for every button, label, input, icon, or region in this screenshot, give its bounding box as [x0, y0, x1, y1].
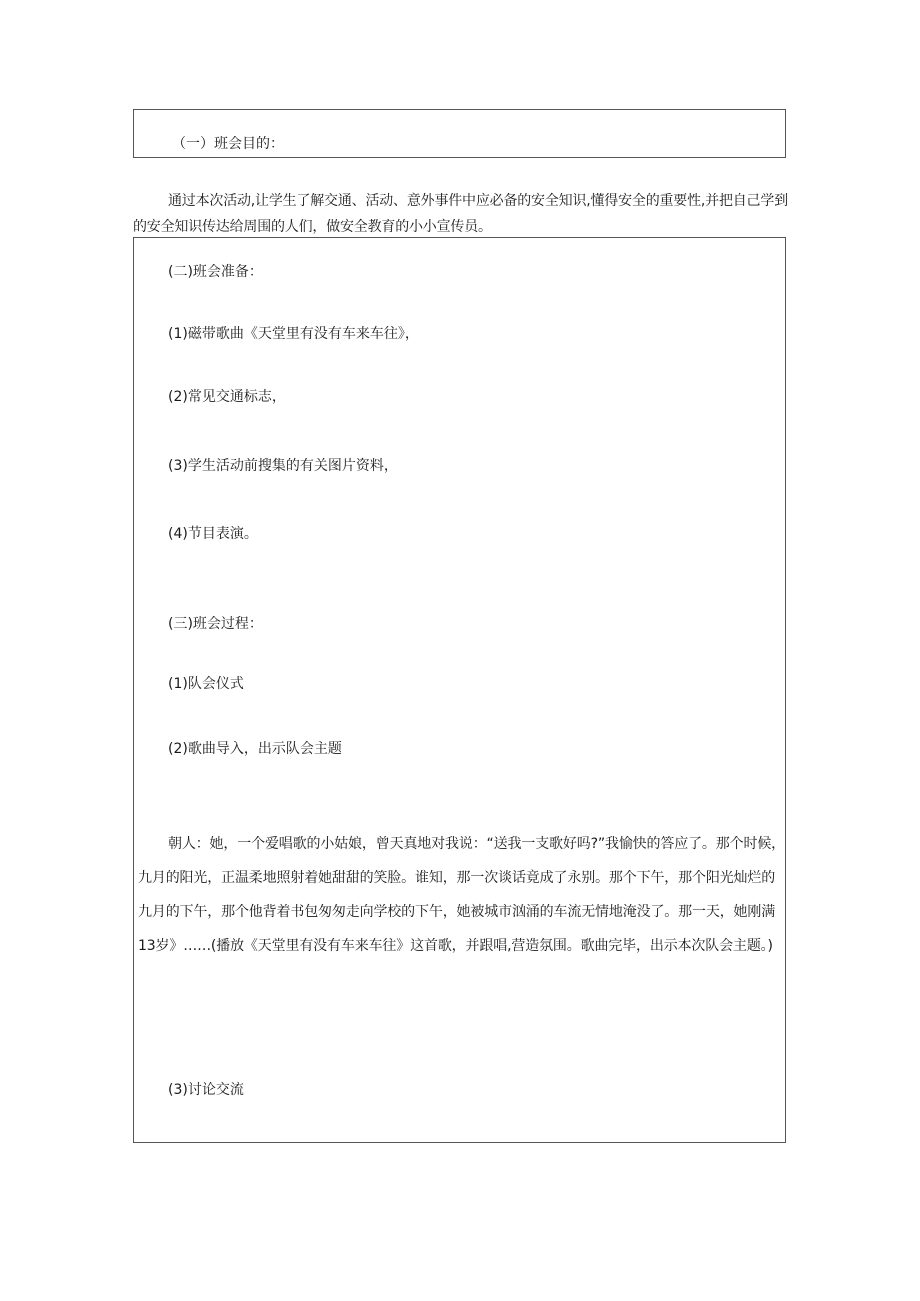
preparation-heading: (二)班会准备：: [168, 264, 263, 280]
narration-paragraph: 朝人：她，一个爱唱歌的小姑娘，曾天真地对我说：“送我一支歌好吗?”我愉快的答应了。那个时候，九月的阳光，正温柔地照射着她甜甜的笑脸。谁知，那一次谈话竟成了永别。那个下午，那个阳光灿烂的九月的下午，那个他背着书包匆匆走向学校的下午，她被城市汹涌的车流无情地淹没了。那一天，她刚满13岁》……(播放《天堂里有没有车来车往》这首歌，并跟唱,营造氛围。歌曲完毕，出示本次队会主题。): [138, 836, 786, 954]
content-box: [133, 237, 786, 1143]
preparation-item: (4)节目表演。: [168, 526, 258, 542]
objective-paragraph: 通过本次活动,让学生了解交通、活动、意外事件中应必备的安全知识,懂得安全的重要性,并把自己学到的安全知识传达给周围的人们，做安全教育的小小宣传员。: [133, 193, 788, 235]
process-item: (1)队会仪式: [168, 676, 244, 692]
objective-heading: （一）班会目的：: [172, 136, 284, 152]
preparation-item: (3)学生活动前搜集的有关图片资料，: [168, 458, 398, 474]
preparation-item: (2)常见交通标志，: [168, 389, 286, 405]
process-item: (3)讨论交流: [168, 1082, 244, 1098]
process-heading: (三)班会过程：: [168, 616, 263, 632]
preparation-item: (1)磁带歌曲《天堂里有没有车来车往》，: [168, 326, 419, 342]
objective-box: [133, 109, 786, 158]
process-item: (2)歌曲导入，出示队会主题: [168, 741, 342, 757]
